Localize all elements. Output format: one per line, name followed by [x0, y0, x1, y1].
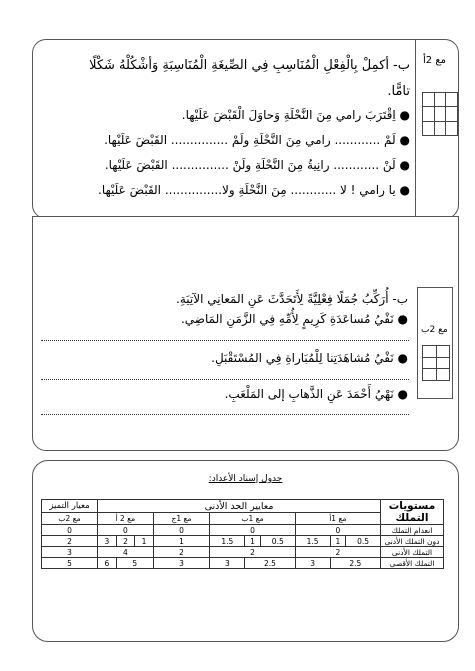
- section-a-instruction-2: تامًّا.: [387, 84, 410, 99]
- level-label: دون التملك الأدنى: [381, 536, 444, 547]
- section-a-panel: [32, 39, 459, 219]
- section-b-score-grid: [422, 345, 450, 381]
- section-b-item-3: [225, 387, 408, 401]
- sentence-text: اِقْتَرَبَ رامي مِنَ النَّحْلَةِ وَحاوَلَ الْقَبْضَ عَلَيْها.: [181, 108, 396, 122]
- level-label: التملك الأدنى: [381, 547, 444, 558]
- section-a-sentence-2: [104, 133, 410, 147]
- criterion-1b: مع 1ب: [210, 513, 295, 525]
- min-criteria-header: معايير الحد الأدنى: [98, 500, 381, 513]
- table-row: التملك الأقصى 2.5 3 2.5 3 3 5 6 5: [42, 558, 444, 569]
- section-a-score-grid: [422, 92, 458, 136]
- sentence-text: لَنْ ............ رانِيةُ مِنَ النَّحْلَةِ ولَنْ ............... القَبْضَ عَلَيْها.: [104, 158, 396, 172]
- bullet-icon: ●: [397, 387, 408, 401]
- section-a-label: مع 2أ: [423, 55, 447, 66]
- section-b-label: مع 2ب: [421, 325, 448, 335]
- criterion-1c: مع 1ج: [153, 513, 210, 525]
- grading-title: جدول إسناد الأعداد:: [208, 474, 283, 484]
- criterion-1a: مع 1أ: [295, 513, 380, 525]
- bullet-icon: ●: [399, 183, 410, 197]
- sentence-text: يا رامي ! لا ............ مِنَ النَّحْلَةِ ولا............... القَبْضَ عَلَيْها.: [98, 183, 396, 197]
- sentence-text: لَمْ ............ رامي مِنَ النَّحْلَةِ ولَمْ ............... القَبْضَ عَلَيْها.: [104, 133, 396, 147]
- answer-line-1: [41, 340, 409, 341]
- section-b-label-box: [417, 287, 453, 399]
- answer-line-2: [41, 379, 409, 380]
- item-text: نَهْيُ أَحْمَدَ عَنِ الذَّهابِ إلى المَلْعَبِ.: [224, 387, 394, 401]
- bullet-icon: ●: [399, 158, 410, 172]
- bullet-icon: ●: [399, 108, 410, 122]
- section-b-instruction: ب- أُرَكِّبُ جُمَلًا فِعْلِيَّةً لِأَتَحَدَّثَ عَنِ المَعانِي الآتِيَةِ.: [176, 292, 408, 306]
- item-text: نَفْيُ مُساعَدَةِ كَرِيمٍ لِأُمِّهِ فِي الزَّمَنِ المَاضِي.: [180, 312, 394, 326]
- criterion-2b: مع 2ب: [42, 513, 98, 525]
- table-row: التملك الأدنى 2 2 2 4 3: [42, 547, 444, 558]
- answer-line-3: [41, 414, 409, 415]
- level-label: التملك الأقصى: [381, 558, 444, 569]
- section-a-sentence-1: [182, 108, 410, 122]
- table-row: انعدام التملك 0 0 0 0 0: [42, 525, 444, 536]
- bullet-icon: ●: [397, 351, 408, 365]
- levels-header: مستويات التملك: [381, 500, 444, 525]
- grading-table: [41, 499, 444, 569]
- table-row: دون التملك الأدنى 0.5 1 1.5 0.5 1 1.5 1 1 2 3 2: [42, 536, 444, 547]
- section-b-item-2: [211, 351, 408, 365]
- excellence-header: معيار التميز: [42, 500, 98, 513]
- section-b-panel: [32, 216, 459, 451]
- criterion-2a: مع 2 أ: [98, 513, 154, 525]
- section-a-instruction-1: ب- أكمِلْ بِالْفِعْلِ الْمُنَاسِبِ فِي الصِّيغَةِ الْمُنَاسِبَةِ وَأشْكُلْهُ شَكْلًا: [89, 58, 410, 73]
- section-b-item-1: [181, 312, 408, 326]
- bullet-icon: ●: [399, 133, 410, 147]
- level-label: انعدام التملك: [381, 525, 444, 536]
- section-a-sentence-4: [98, 183, 410, 197]
- section-a-divider: [415, 40, 416, 218]
- bullet-icon: ●: [397, 312, 408, 326]
- section-a-sentence-3: [105, 158, 410, 172]
- item-text: نَفْيُ مُشاهَدَتِنا لِلْمُبَاراةِ فِي المُسْتَقْبَلِ.: [211, 351, 394, 365]
- grading-panel: [32, 460, 459, 642]
